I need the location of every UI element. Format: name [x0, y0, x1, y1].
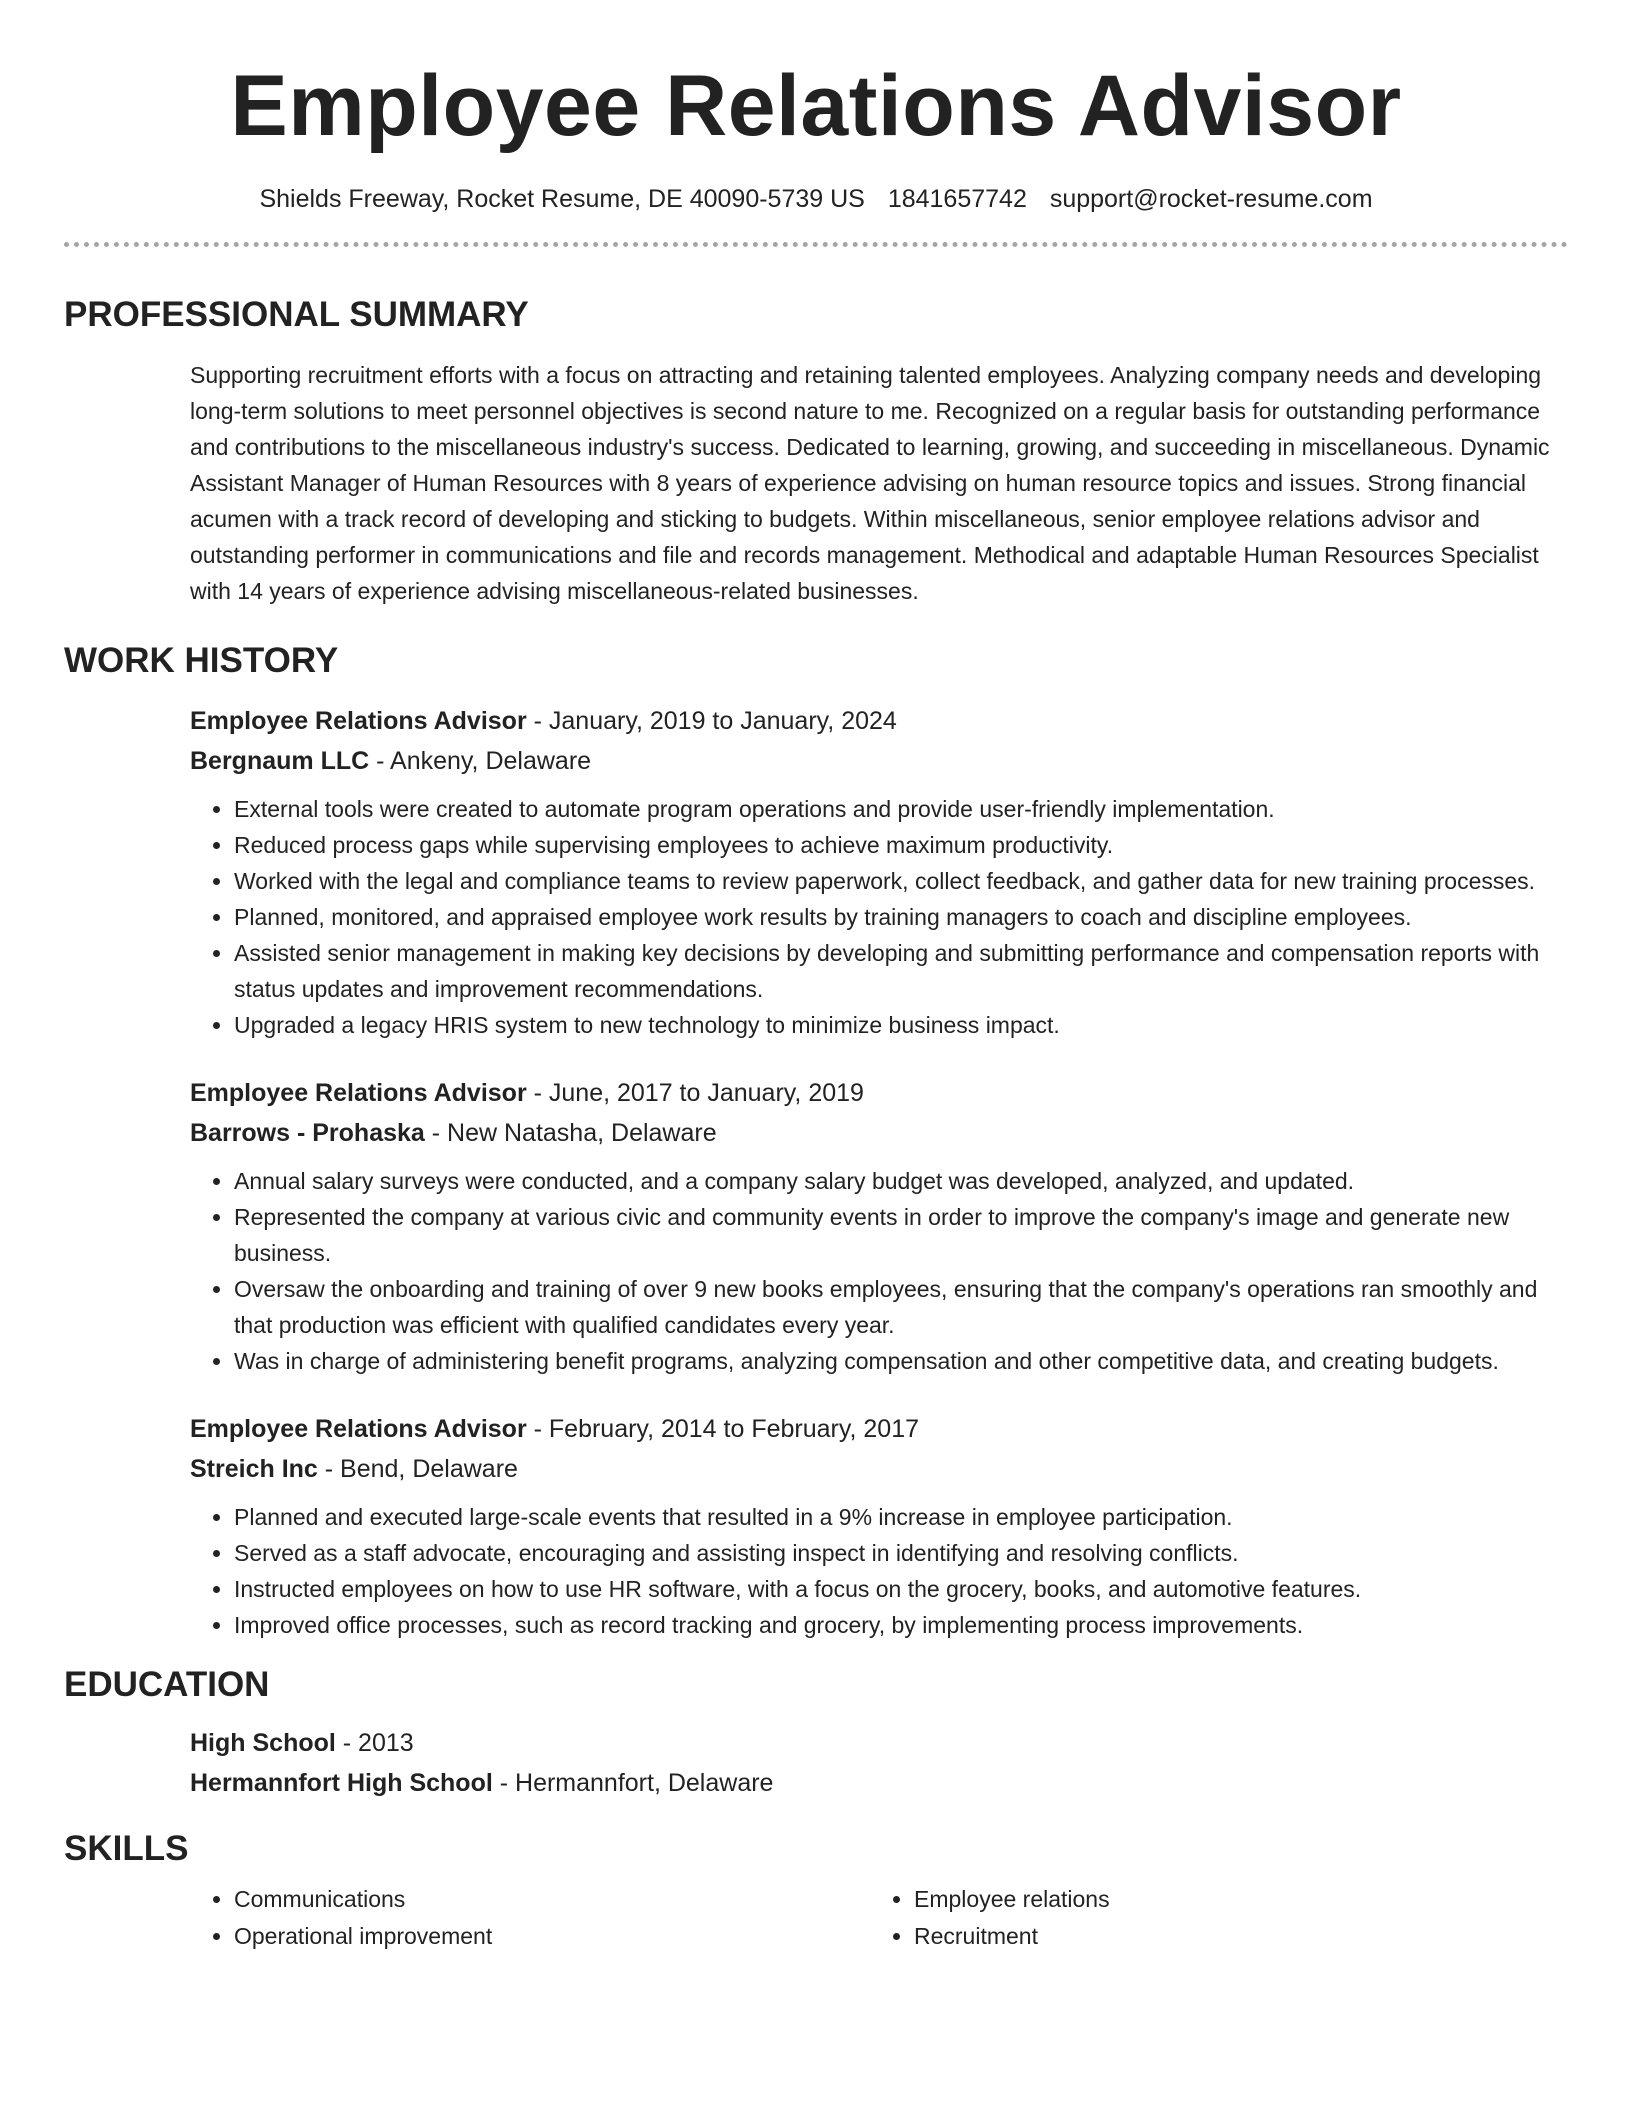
- job-title-line: [190, 1409, 1568, 1449]
- job-role: Employee Relations Advisor: [190, 707, 527, 735]
- job-title-line: [190, 701, 1568, 741]
- job-company: Barrows - Prohaska: [190, 1119, 425, 1147]
- contact-address: Shields Freeway, Rocket Resume, DE 40090-5739 US: [259, 185, 865, 213]
- skills-column-right: [870, 1881, 1550, 1955]
- job-entry: [190, 701, 1568, 1043]
- job-bullet: • Planned, monitored, and appraised employee work results by training managers to coach and discipline employees.: [234, 899, 1568, 935]
- section-title-work-history: WORK HISTORY: [64, 641, 339, 680]
- job-company: Bergnaum LLC: [190, 747, 370, 775]
- job-bullet: • Instructed employees on how to use HR software, with a focus on the grocery, books, and automotive features.: [234, 1571, 1568, 1607]
- job-location: - Bend, Delaware: [317, 1455, 518, 1483]
- skill-item: • Employee relations: [914, 1881, 1550, 1918]
- summary-text: Supporting recruitment efforts with a focus on attracting and retaining talented employees. Analyzing company needs and developing long-term solutions to meet personnel objectives is second nature to me. Recognized on a regular basis for outstanding performance and contributions to the miscellaneous industry's success. Dedicated to learning, growing, and succeeding in miscellaneous. Dynamic Assistant Manager of Human Resources with 8 years of experience advising on human resource topics and issues. Strong financial acumen with a track record of developing and sticking to budgets. Within miscellaneous, senior employee relations advisor and outstanding performer in communications and file and records management. Methodical and adaptable Human Resources Specialist with 14 years of experience advising miscellaneous-related businesses.: [190, 362, 1550, 604]
- job-bullet: • Improved office processes, such as record tracking and grocery, by implementing process improvements.: [234, 1607, 1568, 1643]
- job-company-line: [190, 1449, 1568, 1489]
- education-school: Hermannfort High School: [190, 1769, 493, 1797]
- skill-item: • Communications: [234, 1881, 870, 1918]
- job-bullet: • Served as a staff advocate, encouraging and assisting inspect in identifying and resolving conflicts.: [234, 1535, 1568, 1571]
- section-title-summary: PROFESSIONAL SUMMARY: [64, 295, 529, 334]
- education-entry: [190, 1723, 1568, 1803]
- contact-phone: 1841657742: [887, 185, 1027, 213]
- resume-name: Employee Relations Advisor: [230, 58, 1402, 154]
- skills-column-left: [190, 1881, 870, 1955]
- job-bullets: [190, 1499, 1568, 1643]
- job-company-line: [190, 741, 1568, 781]
- work-history: [190, 701, 1568, 1643]
- section-title-skills: SKILLS: [64, 1829, 189, 1868]
- job-entry: [190, 1073, 1568, 1379]
- education-year: - 2013: [335, 1729, 414, 1757]
- resume-page: [64, 0, 1568, 1955]
- job-location: - New Natasha, Delaware: [424, 1119, 717, 1147]
- job-title-line: [190, 1073, 1568, 1113]
- contact-line: [64, 182, 1568, 216]
- section-title-education: EDUCATION: [64, 1665, 270, 1704]
- job-bullets: [190, 1163, 1568, 1379]
- education-degree-line: [190, 1723, 1568, 1763]
- job-bullet: • External tools were created to automate program operations and provide user-friendly implementation.: [234, 791, 1568, 827]
- job-company: Streich Inc: [190, 1455, 318, 1483]
- skill-item: • Recruitment: [914, 1918, 1550, 1955]
- job-bullet: • Planned and executed large-scale events that resulted in a 9% increase in employee participation.: [234, 1499, 1568, 1535]
- skill-item: • Operational improvement: [234, 1918, 870, 1955]
- job-bullet: • Annual salary surveys were conducted, and a company salary budget was developed, analyzed, and updated.: [234, 1163, 1568, 1199]
- job-bullet: • Reduced process gaps while supervising employees to achieve maximum productivity.: [234, 827, 1568, 863]
- job-bullet: • Represented the company at various civic and community events in order to improve the company's image and generate new business.: [234, 1199, 1568, 1271]
- education-location: - Hermannfort, Delaware: [492, 1769, 774, 1797]
- contact-email: support@rocket-resume.com: [1049, 185, 1373, 213]
- job-bullet: • Assisted senior management in making key decisions by developing and submitting performance and compensation reports with status updates and improvement recommendations.: [234, 935, 1568, 1007]
- job-location: - Ankeny, Delaware: [369, 747, 592, 775]
- job-dates: - January, 2019 to January, 2024: [526, 707, 897, 735]
- job-bullet: • Upgraded a legacy HRIS system to new technology to minimize business impact.: [234, 1007, 1568, 1043]
- education-school-line: [190, 1763, 1568, 1803]
- job-bullet: • Worked with the legal and compliance teams to review paperwork, collect feedback, and gather data for new training processes.: [234, 863, 1568, 899]
- skills-list: [190, 1881, 1568, 1955]
- job-bullet: • Was in charge of administering benefit programs, analyzing compensation and other competitive data, and creating budgets.: [234, 1343, 1568, 1379]
- education-degree: High School: [190, 1729, 336, 1757]
- job-role: Employee Relations Advisor: [190, 1079, 527, 1107]
- job-company-line: [190, 1113, 1568, 1153]
- job-bullets: [190, 791, 1568, 1043]
- job-role: Employee Relations Advisor: [190, 1415, 527, 1443]
- job-bullet: • Oversaw the onboarding and training of over 9 new books employees, ensuring that the company's operations ran smoothly and that production was efficient with qualified candidates every year.: [234, 1271, 1568, 1343]
- header-divider: [64, 242, 1568, 247]
- job-entry: [190, 1409, 1568, 1643]
- job-dates: - June, 2017 to January, 2019: [526, 1079, 864, 1107]
- job-dates: - February, 2014 to February, 2017: [526, 1415, 920, 1443]
